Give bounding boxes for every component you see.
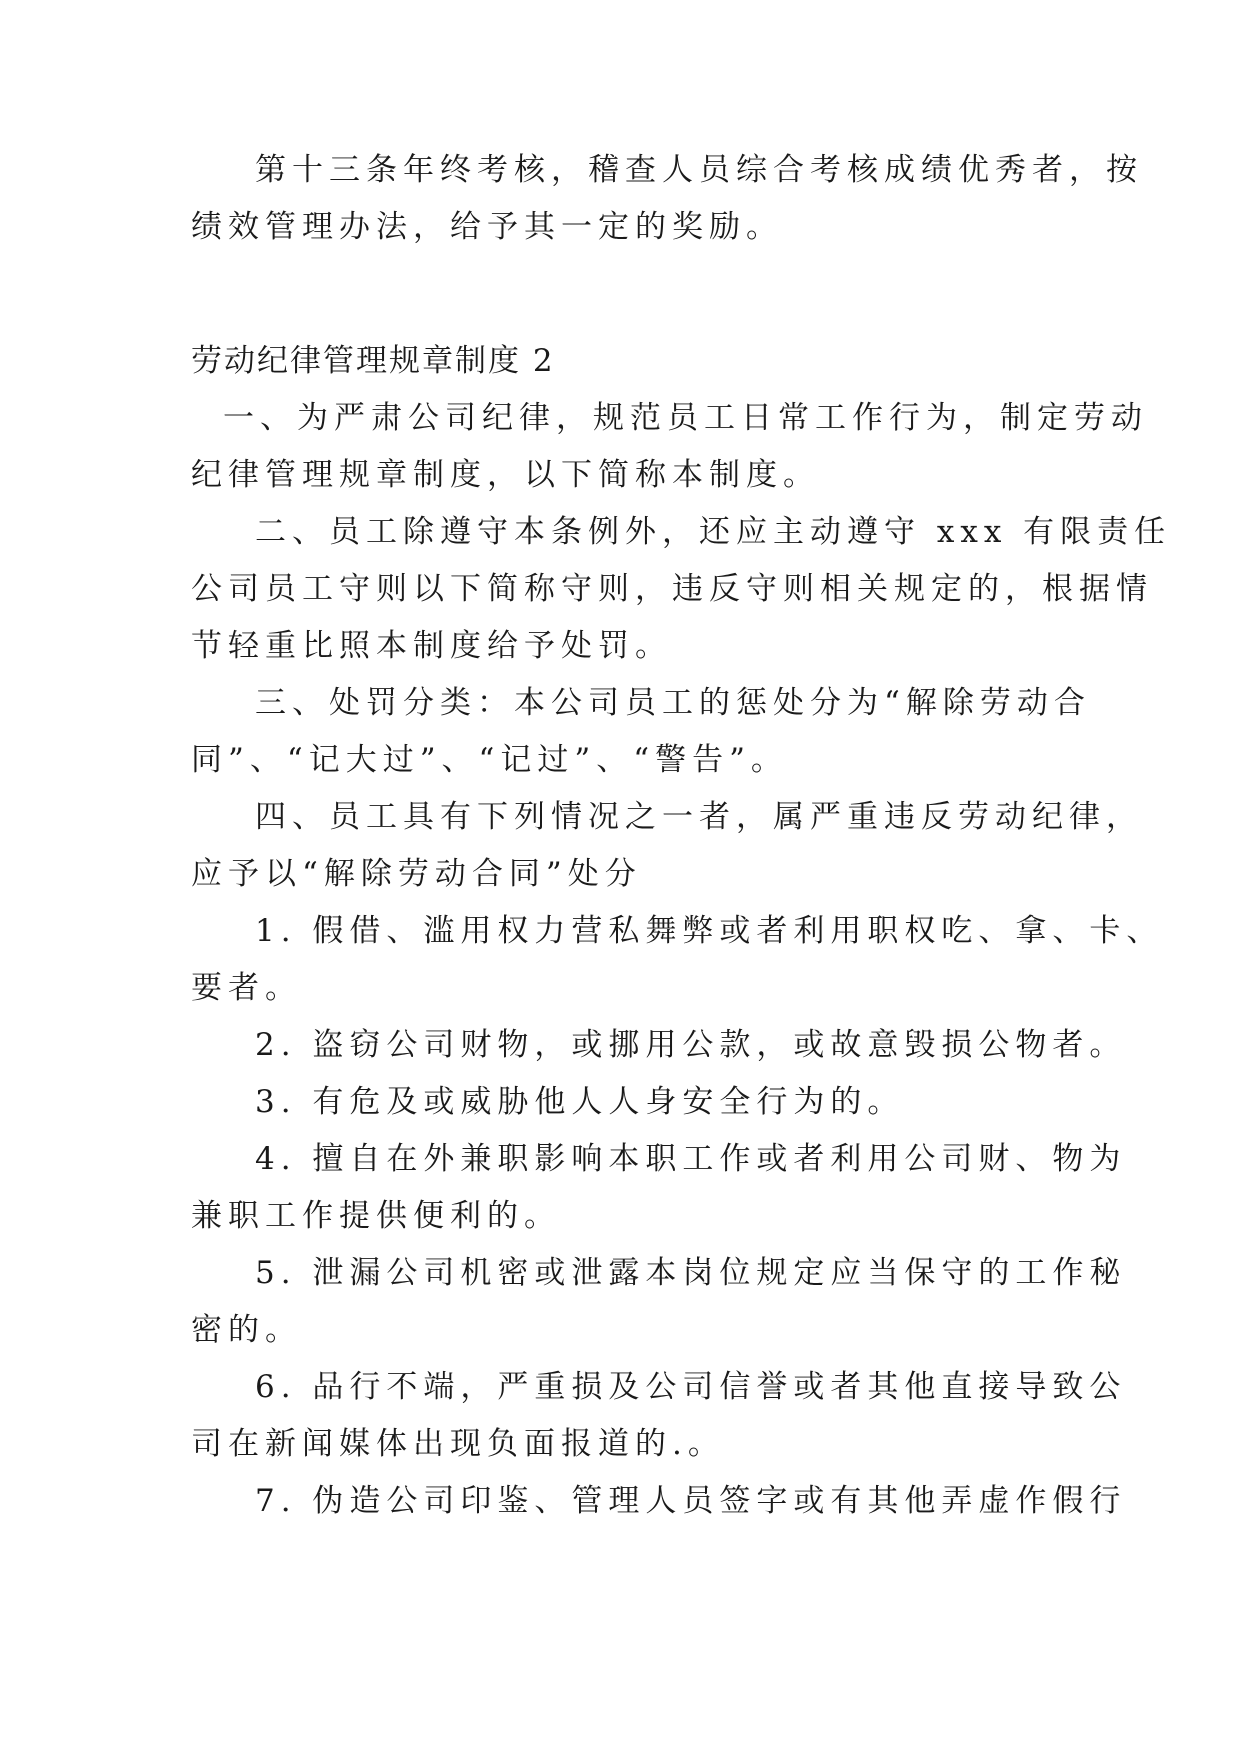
item-1-line-2: 要者。	[191, 970, 302, 1006]
article-4-line-1: 四、员工具有下列情况之一者，属严重违反劳动纪律，	[255, 799, 1143, 835]
item-4-line-1: 4. 擅自在外兼职影响本职工作或者利用公司财、物为	[255, 1141, 1127, 1177]
article-2-line-1: 二、员工除遵守本条例外，还应主动遵守 xxx 有限责任	[255, 514, 1172, 550]
item-4-line-2: 兼职工作提供便利的。	[191, 1198, 561, 1234]
item-5-line-2: 密的。	[191, 1312, 302, 1348]
article-2-line-3: 节轻重比照本制度给予处罚。	[191, 628, 672, 664]
article-1-line-2: 纪律管理规章制度，以下简称本制度。	[191, 457, 820, 493]
article-3-line-1: 三、处罚分类：本公司员工的惩处分为“解除劳动合	[255, 685, 1091, 721]
section-heading: 劳动纪律管理规章制度 2	[191, 343, 555, 379]
item-6-line-2: 司在新闻媒体出现负面报道的.。	[191, 1426, 725, 1462]
item-1-line-1: 1. 假借、滥用权力营私舞弊或者利用职权吃、拿、卡、	[255, 913, 1164, 949]
item-5-line-1: 5. 泄漏公司机密或泄露本岗位规定应当保守的工作秘	[255, 1255, 1127, 1291]
item-2-line-1: 2. 盗窃公司财物，或挪用公款，或故意毁损公物者。	[255, 1027, 1127, 1063]
article-1-line-1: 一、为严肃公司纪律，规范员工日常工作行为，制定劳动	[223, 400, 1148, 436]
item-6-line-1: 6. 品行不端，严重损及公司信誉或者其他直接导致公	[255, 1369, 1127, 1405]
article-3-line-2: 同”、“记大过”、“记过”、“警告”。	[191, 742, 788, 778]
article-2-line-2: 公司员工守则以下简称守则，违反守则相关规定的，根据情	[191, 571, 1153, 607]
item-3-line-1: 3. 有危及或威胁他人人身安全行为的。	[255, 1084, 905, 1120]
article-4-line-2: 应予以“解除劳动合同”处分	[191, 856, 642, 892]
paragraph-13-line-2: 绩效管理办法，给予其一定的奖励。	[191, 209, 783, 245]
item-7-line-1: 7. 伪造公司印鉴、管理人员签字或有其他弄虚作假行	[255, 1483, 1127, 1519]
paragraph-13-line-1: 第十三条年终考核，稽查人员综合考核成绩优秀者，按	[255, 152, 1143, 188]
